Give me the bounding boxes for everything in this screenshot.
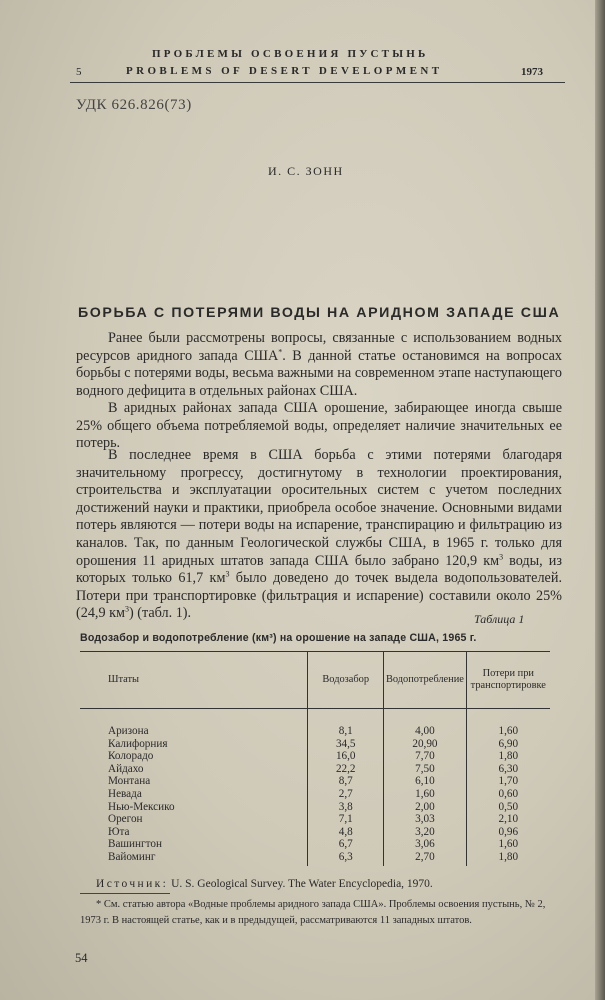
- state-cell: Айдахо: [108, 762, 144, 775]
- state-cell: Вашингтон: [108, 838, 162, 851]
- withdrawal-cell: 4,8: [308, 826, 384, 839]
- table-number: Таблица 1: [474, 612, 525, 626]
- cubic-sup: 3: [499, 551, 504, 561]
- paragraph-1: [76, 330, 562, 400]
- col-header-withdrawal: Водозабор: [308, 652, 384, 709]
- state-cell: Калифорния: [108, 737, 168, 750]
- loss-cell: 1,60: [466, 838, 550, 851]
- p3-text-b: воды, из которых только 61,7 км: [76, 552, 562, 587]
- table-row: [80, 851, 550, 866]
- loss-cell: 1,70: [466, 775, 550, 788]
- withdrawal-cell: 34,5: [308, 738, 384, 751]
- loss-cell: 6,90: [466, 738, 550, 751]
- state-cell: Орегон: [108, 813, 143, 826]
- table-source: [96, 878, 433, 890]
- table-row: [80, 763, 550, 776]
- footnote-rule: [80, 893, 170, 894]
- loss-cell: 6,30: [466, 763, 550, 776]
- consumption-cell: 4,00: [384, 709, 466, 738]
- cubic-sup: 3: [225, 569, 230, 579]
- state-cell: Колорадо: [108, 750, 154, 763]
- table-caption: Водозабор и водопотребление (км³) на орошение на западе США, 1965 г.: [80, 632, 477, 644]
- state-cell: Монтана: [108, 775, 151, 788]
- withdrawal-cell: 6,3: [308, 851, 384, 866]
- table-row: [80, 709, 550, 738]
- footnote: * См. статью автора «Водные проблемы аридного запада США». Проблемы освоения пустынь, № 2, 1973 г. В настоящей статье, как и в предыдущей, рассматриваются 11 западных штатов.: [80, 899, 546, 926]
- table-row: [80, 738, 550, 751]
- withdrawal-cell: 7,1: [308, 813, 384, 826]
- withdrawal-cell: 2,7: [308, 788, 384, 801]
- table-row: [80, 826, 550, 839]
- table-row: [80, 775, 550, 788]
- table-row: [80, 801, 550, 814]
- state-cell: Нью-Мексико: [108, 800, 175, 813]
- p3-text-c: было доведено до точек выдела водопользователей. Потери при транспортировке (фильтрация и испарение) составили около 25% (24,9 км: [76, 570, 562, 622]
- withdrawal-cell: 8,1: [308, 709, 384, 738]
- consumption-cell: 2,70: [384, 851, 466, 866]
- state-cell: Вайоминг: [108, 850, 156, 863]
- withdrawal-cell: 22,2: [308, 763, 384, 776]
- withdrawal-cell: 16,0: [308, 750, 384, 763]
- table-row: [80, 838, 550, 851]
- consumption-cell: 20,90: [384, 738, 466, 751]
- source-text: U. S. Geological Survey. The Water Encyclopedia, 1970.: [168, 878, 433, 890]
- udk-code: УДК 626.826(73): [76, 97, 192, 113]
- withdrawal-cell: 3,8: [308, 801, 384, 814]
- loss-cell: 1,60: [466, 709, 550, 738]
- p3-text-d: ) (табл. 1).: [128, 605, 192, 622]
- loss-cell: 2,10: [466, 813, 550, 826]
- header-rule: [70, 82, 565, 83]
- table-row: [80, 813, 550, 826]
- journal-title-en: PROBLEMS OF DESERT DEVELOPMENT: [126, 65, 443, 77]
- water-table: [80, 651, 550, 866]
- loss-cell: 0,50: [466, 801, 550, 814]
- loss-cell: 1,80: [466, 851, 550, 866]
- issue-year: 1973: [521, 66, 543, 78]
- table-row: [80, 750, 550, 763]
- consumption-cell: 3,06: [384, 838, 466, 851]
- col-header-consumption: Водопотребление: [384, 652, 466, 709]
- consumption-cell: 7,50: [384, 763, 466, 776]
- col-header-losses: Потери при транспортировке: [466, 652, 550, 709]
- table-row: [80, 788, 550, 801]
- paragraph-2: В аридных районах запада США орошение, забирающее иногда свыше 25% общего объема потребляемой воды, определяет наличие значительных ее потерь.: [76, 400, 562, 452]
- p3-text-a: В последнее время в США борьба с этими потерями благодаря значительному прогрессу, достигнутому в технологии проектирования, строительства и эксплуатации оросительных систем с учетом последних достижений науки и практики, приобрела особое значение. Основными видами потерь являются — потери воды на испарение, транспирацию и фильтрацию из каналов. Так, по данным Геологической службы США, в 1965 г. только для орошения 11 аридных штатов запада США было забрано 120,9 км: [76, 447, 562, 569]
- table-header-row: [80, 652, 550, 709]
- author-name: И. С. ЗОНН: [268, 164, 344, 178]
- loss-cell: 0,60: [466, 788, 550, 801]
- page-number: 54: [75, 951, 88, 965]
- state-cell: Невада: [108, 787, 142, 800]
- loss-cell: 1,80: [466, 750, 550, 763]
- consumption-cell: 7,70: [384, 750, 466, 763]
- consumption-cell: 3,03: [384, 813, 466, 826]
- state-cell: Аризона: [108, 725, 149, 737]
- withdrawal-cell: 8,7: [308, 775, 384, 788]
- consumption-cell: 1,60: [384, 788, 466, 801]
- col-header-states: Штаты: [80, 652, 308, 709]
- article-title: БОРЬБА С ПОТЕРЯМИ ВОДЫ НА АРИДНОМ ЗАПАДЕ США: [78, 305, 561, 321]
- book-spine-edge: [595, 0, 605, 1000]
- table-body: [80, 709, 550, 866]
- cubic-sup: 3: [124, 604, 129, 614]
- consumption-cell: 6,10: [384, 775, 466, 788]
- paragraph-3: [76, 447, 562, 623]
- loss-cell: 0,96: [466, 826, 550, 839]
- p1-text-a: Ранее были рассмотрены вопросы, связанные с использованием водных ресурсов аридного запада США: [76, 330, 562, 364]
- journal-title-ru: ПРОБЛЕМЫ ОСВОЕНИЯ ПУСТЫНЬ: [152, 48, 429, 60]
- state-cell: Юта: [108, 825, 130, 838]
- withdrawal-cell: 6,7: [308, 838, 384, 851]
- footnote-marker: *: [278, 346, 283, 356]
- consumption-cell: 3,20: [384, 826, 466, 839]
- issue-number: 5: [76, 66, 84, 78]
- consumption-cell: 2,00: [384, 801, 466, 814]
- p1-text-b: . В данной статье остановимся на вопросах борьбы с потерями воды, весьма важными на современном этапе наступающего водного дефицита в отдельных районах США.: [76, 347, 562, 399]
- source-label: Источник:: [96, 878, 169, 890]
